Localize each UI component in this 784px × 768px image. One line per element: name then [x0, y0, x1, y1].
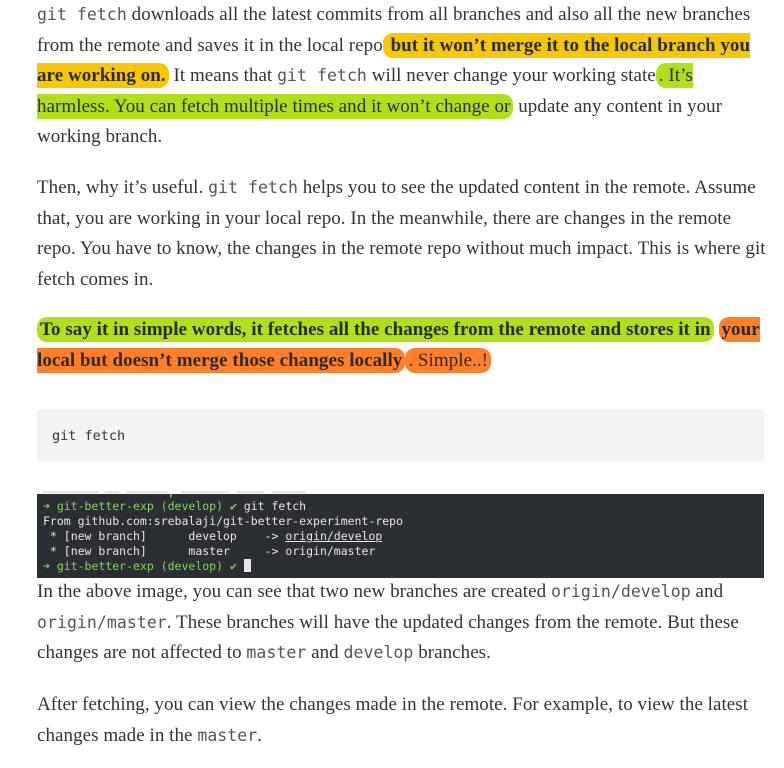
terminal-line-2: From github.com:srebalaji/git-better-experiment-repo [43, 514, 404, 528]
highlight-green: To say it in simple words, it fetches all the changes from the remote and stores it in [37, 317, 714, 342]
code-text: git fetch [52, 428, 126, 444]
text: It means that [168, 65, 278, 86]
highlight-yellow: but it won’t merge it to the local branch you are working on. [37, 34, 751, 86]
terminal-prompt: git-better-exp (develop) ✔ [49, 559, 237, 573]
text: downloads all the latest commits from all branches and also all the new branches from the remote and saves it in the local repo [37, 4, 751, 56]
code-block [37, 409, 764, 462]
inline-code: git fetch [208, 178, 298, 197]
prompt-arrow-icon: ➜ [43, 499, 50, 513]
terminal-text: * [new branch] develop -> [43, 529, 286, 543]
paragraph-above-image [37, 577, 767, 669]
terminal-screenshot [37, 485, 764, 578]
inline-code: origin/develop [550, 582, 691, 601]
text: and [690, 581, 724, 602]
text: . [257, 724, 263, 746]
highlight-orange: your local but doesn’t merge those changes locally [37, 319, 760, 371]
terminal-line-1 [43, 499, 306, 514]
paragraph-why-useful [37, 173, 767, 295]
paragraph-after-fetching [37, 690, 767, 751]
inline-code: git fetch [277, 66, 367, 85]
terminal-text: * [new branch] master -> [43, 544, 286, 558]
terminal-branch: origin/master [285, 544, 376, 558]
text: branches. [413, 642, 491, 663]
text: After fetching, you can view the changes made in the remote. For example, to view the latest changes made in the [37, 694, 749, 746]
inline-code: master [197, 725, 258, 745]
terminal-line-3 [43, 529, 382, 544]
paragraph-git-fetch-intro [37, 0, 767, 153]
terminal-branch: origin/develop [285, 529, 383, 543]
prompt-arrow-icon: ➜ [43, 559, 50, 573]
text: . These branches will have the updated changes from the remote. But these changes are not affected to [37, 611, 739, 663]
terminal-command: git fetch [236, 499, 307, 513]
highlight-green: . It’s harmless. You can fetch multiple times and it won’t change or [37, 65, 693, 117]
inline-code: master [246, 643, 307, 662]
inline-code: origin/master [37, 612, 167, 632]
text: In the above image, you can see that two new branches are created [37, 581, 551, 602]
terminal-line-4 [43, 544, 375, 559]
text: helps you to see the updated content in the remote. Assume that, you are working in your local repo. In the meanwhile, there are changes in the remote repo. You have to know, the changes in the remote repo without much impact. This is where git fetch comes in. [37, 177, 766, 290]
terminal-cutoff-line: ╌╌╌╌╌╌╌╌ ╌╌ ╌╌╌╌╌╌, ╌╌╌╌╌╌╌ ╌╌╌╌ ╌╌╌╌╌ [43, 485, 307, 499]
terminal-line-5 [43, 559, 251, 574]
inline-code: git fetch [37, 5, 127, 24]
text: will never change your working state [366, 65, 656, 86]
paragraph-simple-words [37, 315, 767, 376]
cursor-block [244, 559, 251, 572]
inline-code: develop [343, 643, 414, 662]
terminal-prompt: git-better-exp (develop) ✔ [49, 499, 237, 513]
text: update any content in your working branch. [37, 95, 723, 147]
text: and [306, 642, 344, 663]
highlight-orange-tail: . Simple..! [405, 348, 491, 373]
text: Then, why it’s useful. [37, 177, 209, 198]
